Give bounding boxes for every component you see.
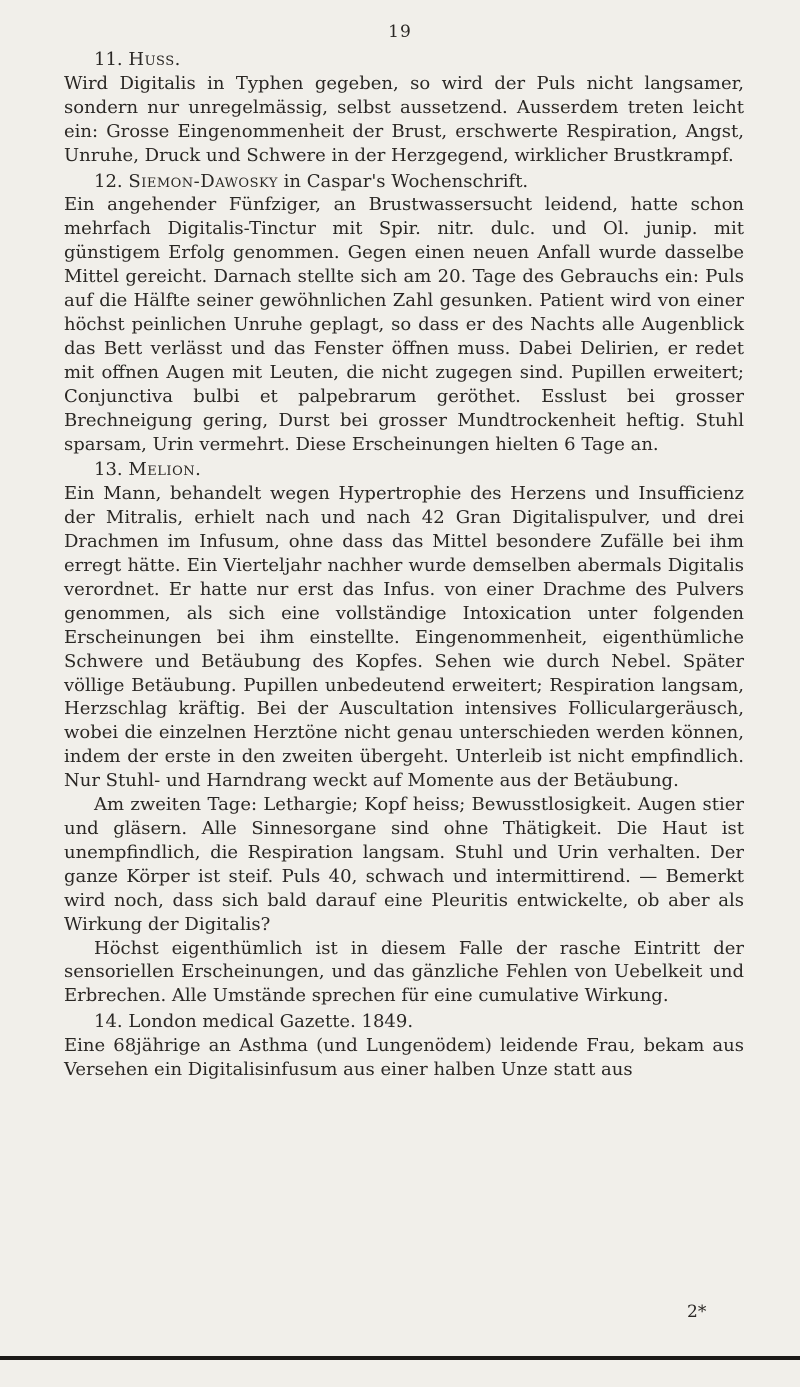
section-number: 13. xyxy=(94,459,123,481)
section-number: 14. xyxy=(94,1011,123,1033)
author-name: Huss. xyxy=(128,49,181,70)
section-heading: 12. Siemon-Dawosky in Caspar's Wochenschrift. xyxy=(94,170,529,192)
body-text xyxy=(64,46,744,1082)
paragraph: Ein angehender Fünfziger, an Brustwassersucht leidend, hatte schon mehrfach Digitalis-Tinctur mit Spir. nitr. dulc. und Ol. junip. mit günstigem Erfolg genommen. Gegen einen neuen Anfall wurde dasselbe Mittel gereicht. Darnach stellte sich am 20. Tage des Gebrauchs ein: Puls auf die Hälfte seiner gewöhnlichen Zahl gesunken. Patient wird von einer höchst peinlichen Unruhe geplagt, so dass er des Nachts alle Augenblick das Bett verlässt und das Fenster öffnen muss. Dabei Delirien, er redet mit offnen Augen mit Leuten, die nicht zugegen sind. Pupillen erweitert; Conjunctiva bulbi et palpebrarum geröthet. Esslust bei grosser Brechneigung gering, Durst bei grosser Mundtrockenheit heftig. Stuhl sparsam, Urin vermehrt. Diese Erscheinungen hielten 6 Tage an. xyxy=(64,194,744,455)
paragraph: Ein Mann, behandelt wegen Hypertrophie des Herzens und Insufficienz der Mitralis, erhielt nach und nach 42 Gran Digitalispulver, und drei Drachmen im Infusum, ohne dass das Mittel besondere Zufälle bei ihm erregt hätte. Ein Vierteljahr nachher wurde demselben abermals Digitalis verordnet. Er hatte nur erst das Infus. von einer Drachme des Pulvers genommen, als sich eine vollständige Intoxication unter folgenden Erscheinungen bei ihm einstellte. Eingenommenheit, eigenthümliche Schwere und Betäubung des Kopfes. Sehen wie durch Nebel. Später völlige Betäubung. Pupillen unbedeutend erweitert; Respiration langsam, Herzschlag kräftig. Bei der Auscultation intensives Folliculargeräusch, wobei die einzelnen Herztöne nicht genau unterschieden werden können, indem der erste in den zweiten übergeht. Unterleib ist nicht empfindlich. Nur Stuhl- und Harndrang weckt auf Momente aus der Betäubung. xyxy=(64,483,744,792)
page-number: 19 xyxy=(388,22,412,42)
section-number: 11. xyxy=(94,49,123,70)
bottom-edge-rule xyxy=(0,1356,800,1360)
author-name: Melion. xyxy=(128,459,202,481)
section-heading xyxy=(64,1010,744,1034)
section-number: 12. xyxy=(94,170,123,192)
paragraph: Höchst eigenthümlich ist in diesem Falle der rasche Eintritt der sensoriellen Erscheinungen, und das gänzliche Fehlen von Uebelkeit und Erbrechen. Alle Umstände sprechen für eine cumulative Wirkung. xyxy=(64,937,744,1007)
paragraph: Am zweiten Tage: Lethargie; Kopf heiss; Bewusstlosigkeit. Augen stier und gläsern. Alle Sinnesorgane sind ohne Thätigkeit. Die Haut ist unempfindlich, die Respiration langsam. Stuhl und Urin verhalten. Der ganze Körper ist steif. Puls 40, schwach und intermittirend. — Bemerkt wird noch, dass sich bald darauf eine Pleuritis entwickelte, ob aber als Wirkung der Digitalis? xyxy=(64,794,744,935)
source-title: London medical Gazette. 1849. xyxy=(128,1011,414,1033)
signature-mark: 2* xyxy=(687,1302,707,1322)
paragraph: Eine 68jährige an Asthma (und Lungenödem) leidende Frau, bekam aus Versehen ein Digitalisinfusum aus einer halben Unze statt aus xyxy=(64,1035,744,1081)
section-heading xyxy=(64,458,744,482)
author-name: Siemon-Dawosky xyxy=(128,170,278,192)
section-heading xyxy=(64,48,744,72)
paragraph: Wird Digitalis in Typhen gegeben, so wird der Puls nicht langsamer, sondern nur unregelmässig, selbst aussetzend. Ausserdem treten leicht ein: Grosse Eingenommenheit der Brust, erschwerte Respiration, Angst, Unruhe, Druck und Schwere in der Herzgegend, wirklicher Brustkrampf. xyxy=(64,72,744,166)
